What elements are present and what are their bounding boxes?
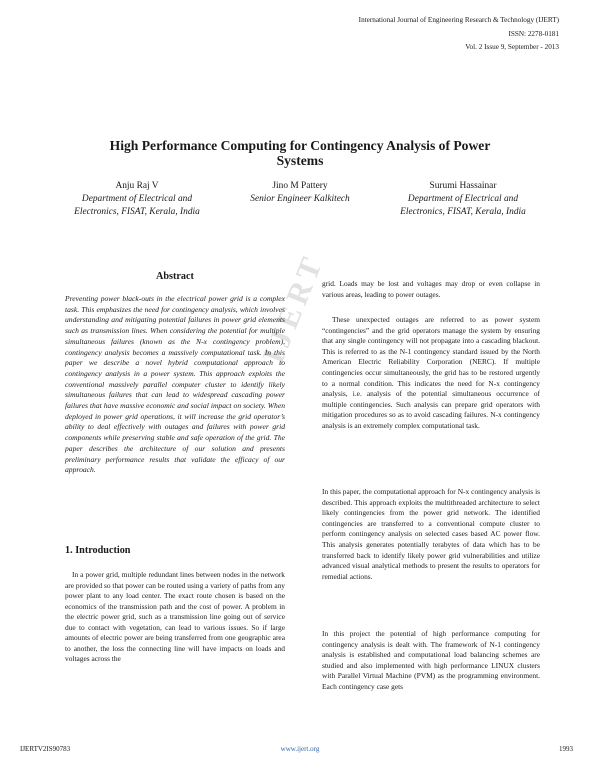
author-2 bbox=[225, 180, 375, 206]
journal-url-link[interactable]: www.ijert.org bbox=[280, 745, 320, 753]
column2-paragraph-2: These unexpected outages are referred to as power system “contingencies” and the grid operators manage the system by ensuring that any single contingency will not propagate into a cascading blackout. This is referred to as the N-1 contingency standard issued by the North American Electric Reliability Corporation (NERC). If multiple contingencies occur simultaneously, the grid has to be restored urgently to a normal condition. This indicates the need for N-x contingency analysis, i.e. analysis of the potential simultaneous occurrence of multiple contingencies. Such analysis can prepare grid operators with mitigation procedures so as to avoid cascading failures. N-x contingency analysis is an extremely complex computational task. bbox=[322, 315, 540, 430]
author-1 bbox=[62, 180, 212, 219]
journal-volume: Vol. 2 Issue 9, September - 2013 bbox=[465, 43, 559, 51]
ijert-watermark: IJERT bbox=[255, 248, 331, 369]
author-2-name: Jino M Pattery bbox=[272, 181, 328, 191]
introduction-heading: 1. Introduction bbox=[65, 545, 131, 556]
paper-title: High Performance Computing for Contingency Analysis of Power Systems bbox=[109, 138, 491, 168]
paper-id: IJERTV2IS90783 bbox=[20, 745, 71, 753]
page-number: 1993 bbox=[559, 745, 573, 753]
journal-issn: ISSN: 2278-0181 bbox=[508, 30, 559, 38]
introduction-paragraph-1: In a power grid, multiple redundant lines between nodes in the network are provided so that power can be routed using a variety of paths from any power plant to any load center. The exact route chosen is based on the economics of the transmission path and the cost of power. A problem in the electric power grid, such as a transmission line going out of service due to contact with vegetation, can lead to various issues. So if large amounts of electric power are being transferred from one geographic area to another, the loss the connecting line will have impacts on loads and voltages across the bbox=[65, 570, 286, 663]
author-3-name: Surumi Hassainar bbox=[429, 181, 497, 191]
journal-name: International Journal of Engineering Research & Technology (IJERT) bbox=[358, 16, 559, 24]
author-2-affiliation: Senior Engineer Kalkitech bbox=[250, 194, 350, 204]
author-1-name: Anju Raj V bbox=[115, 181, 159, 191]
author-1-affiliation: Department of Electrical and Electronics, FISAT, Kerala, India bbox=[74, 194, 200, 217]
column2-paragraph-4: In this project the potential of high performance computing for contingency analysis is dealt with. The framework of N-1 contingency analysis is established and computational load balancing schemes are studied and also implemented with high performance LINUX clusters with Parallel Virtual Machine (PVM) as the programming environment. Each contingency case gets bbox=[322, 629, 540, 691]
column2-paragraph-1: grid. Loads may be lost and voltages may drop or even collapse in various areas, leading to power outages. bbox=[322, 279, 540, 299]
author-3-affiliation: Department of Electrical and Electronics, FISAT, Kerala, India bbox=[400, 194, 526, 217]
abstract-heading: Abstract bbox=[156, 271, 194, 282]
author-3 bbox=[388, 180, 538, 219]
abstract-text: Preventing power black-outs in the electrical power grid is a complex task. This emphasizes the need for contingency analysis, which involves understanding and mitigating potential failures in power grid elements such as transmission lines. When considering the potential for multiple simultaneous failures (known as the N-x contingency problem), contingency analysis becomes a massively computational task. In this paper we describe a novel hybrid computational approach to contingency analysis in a power system. This approach exploits the conventional massively parallel computer cluster to identify likely simultaneous failures that can lead to widespread cascading power failures that have massive economic and social impact on society. When deployed in power grid operations, it will increase the grid operator’s ability to deal effectively with outages and failures with power grid components while preserving stable and safe operation of the grid. The paper describes the architecture of our solution and presents preliminary performance results that validate the efficacy of our approach. bbox=[65, 294, 285, 475]
column2-paragraph-3: In this paper, the computational approach for N-x contingency analysis is described. This approach exploits the multithreaded architecture to select likely contingencies from the power grid network. The identified contingencies are transferred to a conventional compute cluster to perform contingency analysis on selected cases based AC power flow. This analysis generates potentially terabytes of data which has to be transferred back to identify likely power grid vulnerabilities and utilize advanced visual analytical methods to present the results to operators for remedial actions. bbox=[322, 487, 540, 581]
